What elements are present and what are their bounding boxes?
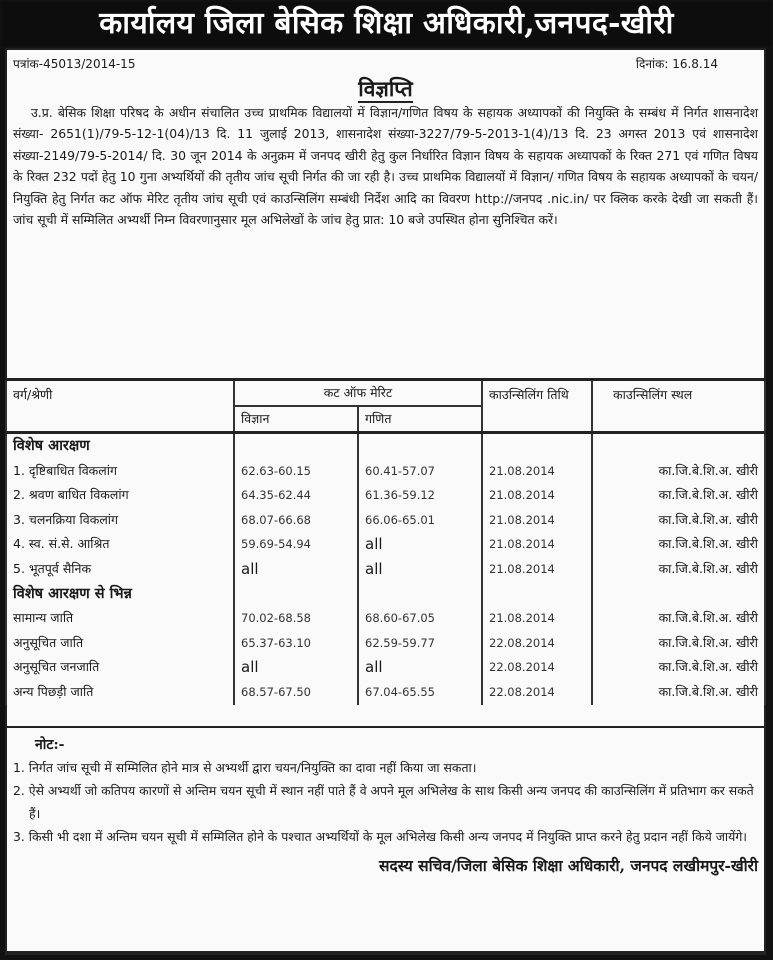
cutoff-table: [5, 378, 766, 705]
science-cutoff-cell: 68.07-66.68: [234, 508, 358, 533]
counselling-date-cell: 21.08.2014: [482, 532, 592, 557]
empty-cell: [592, 582, 765, 607]
note-item: 3. किसी भी दशा में अन्तिम चयन सूची में सम्मिलित होने के पश्चात अभ्यर्थियों के मूल अभिलेख किसी अन्य जनपद में नियुक्ति प्राप्त करने हेतु प्रदान नहीं किये जायेंगे।: [13, 829, 747, 844]
section-row: [6, 582, 765, 607]
table-row: [6, 680, 765, 705]
counselling-place-cell: का.जि.बे.शि.अ. खीरी: [592, 557, 765, 582]
science-cutoff-cell: 65.37-63.10: [234, 631, 358, 656]
category-cell: 1. दृष्टिबाधित विकलांग: [6, 459, 234, 484]
maths-cutoff-cell: 66.06-65.01: [358, 508, 482, 533]
section-title: विशेष आरक्षण: [6, 433, 234, 459]
counselling-date-cell: 21.08.2014: [482, 508, 592, 533]
header-cutoff: कट ऑफ मेरिट: [234, 380, 482, 407]
empty-cell: [592, 433, 765, 459]
table-row: [6, 557, 765, 582]
counselling-date-cell: 22.08.2014: [482, 631, 592, 656]
counselling-date-cell: 21.08.2014: [482, 483, 592, 508]
maths-cutoff-cell: all: [358, 655, 482, 680]
table-row: [6, 508, 765, 533]
empty-cell: [358, 433, 482, 459]
note-item: 2. ऐसे अभ्यर्थी जो कतिपय कारणों से अन्तिम चयन सूची में स्थान नहीं पाते हैं वे अपने मूल अभिलेख के साथ किसी अन्य जनपद की काउन्सिलिंग में प्रतिभाग कर सकते हैं।: [13, 783, 754, 821]
maths-cutoff-cell: all: [358, 532, 482, 557]
maths-cutoff-cell: all: [358, 557, 482, 582]
office-header: कार्यालय जिला बेसिक शिक्षा अधिकारी,जनपद-खीरी: [2, 2, 771, 46]
note-item: 1. निर्गत जांच सूची में सम्मिलित होने मात्र से अभ्यर्थी द्वारा चयन/नियुक्ति का दावा नहीं किया जा सकता।: [13, 760, 477, 775]
header-counselling-date: काउन्सिलिंग तिथि: [482, 380, 592, 433]
counselling-date-cell: 21.08.2014: [482, 606, 592, 631]
cutoff-table-body: [6, 433, 765, 705]
empty-cell: [482, 582, 592, 607]
science-cutoff-cell: 59.69-54.94: [234, 532, 358, 557]
notes-heading: नोट:-: [35, 737, 65, 753]
counselling-place-cell: का.जि.बे.शि.अ. खीरी: [592, 631, 765, 656]
notice-frame: [5, 48, 766, 953]
maths-cutoff-cell: 68.60-67.05: [358, 606, 482, 631]
notice-title-wrap: [7, 75, 764, 102]
table-row: [6, 606, 765, 631]
maths-cutoff-cell: 67.04-65.55: [358, 680, 482, 705]
table-row: [6, 459, 765, 484]
category-cell: सामान्य जाति: [6, 606, 234, 631]
meta-row: [7, 50, 764, 75]
counselling-date-cell: 21.08.2014: [482, 557, 592, 582]
counselling-place-cell: का.जि.बे.शि.अ. खीरी: [592, 483, 765, 508]
science-cutoff-cell: all: [234, 557, 358, 582]
science-cutoff-cell: 62.63-60.15: [234, 459, 358, 484]
notes-section: [5, 726, 766, 955]
category-cell: अनुसूचित जनजाति: [6, 655, 234, 680]
empty-cell: [234, 433, 358, 459]
science-cutoff-cell: 70.02-68.58: [234, 606, 358, 631]
counselling-place-cell: का.जि.बे.शि.अ. खीरी: [592, 606, 765, 631]
counselling-place-cell: का.जि.बे.शि.अ. खीरी: [592, 508, 765, 533]
counselling-date-cell: 22.08.2014: [482, 680, 592, 705]
category-cell: 5. भूतपूर्व सैनिक: [6, 557, 234, 582]
maths-cutoff-cell: 60.41-57.07: [358, 459, 482, 484]
header-maths: गणित: [358, 406, 482, 433]
notice-date: दिनांक: 16.8.14: [635, 57, 718, 71]
table-row: [6, 631, 765, 656]
intro-paragraph: उ.प्र. बेसिक शिक्षा परिषद के अधीन संचालित उच्च प्राथमिक विद्यालयों में विज्ञान/गणित विषय के सहायक अध्यापकों की नियुक्ति के सम्बंध में निर्गत शासनादेश संख्या- 2651(1)/79-5-12-1(04)/13 दि. 11 जुलाई 2013, शासनादेश संख्या-3227/79-5-2013-1(4)/13 दि. 23 अगस्त 2013 एवं शासनादेश संख्या-2149/79-5-2014/ दि. 30 जून 2014 के अनुक्रम में जनपद खीरी हेतु कुल निर्धारित विज्ञान विषय के सहायक अध्यापकों के रिक्त 271 एवं गणित विषय के रिक्त 232 पदों हेतु 10 गुना अभ्यर्थियों की तृतीय जांच सूची निर्गत की जा रही है। उच्च प्राथमिक विद्यालयों में विज्ञान/ गणित विषय के सहायक अध्यापकों के चयन/ नियुक्ति हेतु निर्गत कट ऑफ मेरिट तृतीय जांच सूची एवं काउन्सिलिंग सम्बंधी निर्देश आदि का विवरण http://जनपद .nic.in/ पर क्लिक करके देखी जा सकती हैं। जांच सूची में सम्मिलित अभ्यर्थी निम्न विवरणानुसार मूल अभिलेखों के जांच हेतु प्रात: 10 बजे उपस्थित होना सुनिश्चित करें।: [13, 105, 758, 228]
science-cutoff-cell: 64.35-62.44: [234, 483, 358, 508]
counselling-date-cell: 22.08.2014: [482, 655, 592, 680]
category-cell: अन्य पिछड़ी जाति: [6, 680, 234, 705]
empty-cell: [234, 582, 358, 607]
maths-cutoff-cell: 62.59-59.77: [358, 631, 482, 656]
counselling-date-cell: 21.08.2014: [482, 459, 592, 484]
empty-cell: [482, 433, 592, 459]
maths-cutoff-cell: 61.36-59.12: [358, 483, 482, 508]
table-row: [6, 655, 765, 680]
science-cutoff-cell: all: [234, 655, 358, 680]
section-title: विशेष आरक्षण से भिन्न: [6, 582, 234, 607]
header-science: विज्ञान: [234, 406, 358, 433]
signature: सदस्य सचिव/जिला बेसिक शिक्षा अधिकारी, जनपद लखीमपुर-खीरी: [379, 856, 758, 875]
section-row: [6, 433, 765, 459]
science-cutoff-cell: 68.57-67.50: [234, 680, 358, 705]
category-cell: 2. श्रवण बाधित विकलांग: [6, 483, 234, 508]
counselling-place-cell: का.जि.बे.शि.अ. खीरी: [592, 680, 765, 705]
table-row: [6, 483, 765, 508]
header-category: वर्ग/श्रेणी: [6, 380, 234, 433]
notice-title: विज्ञप्ति: [358, 76, 413, 101]
category-cell: 4. स्व. सं.से. आश्रित: [6, 532, 234, 557]
category-cell: 3. चलनक्रिया विकलांग: [6, 508, 234, 533]
empty-cell: [358, 582, 482, 607]
counselling-place-cell: का.जि.बे.शि.अ. खीरी: [592, 655, 765, 680]
table-row: [6, 532, 765, 557]
category-cell: अनुसूचित जाति: [6, 631, 234, 656]
header-counselling-place: काउन्सिलिंग स्थल: [592, 380, 765, 433]
reference-number: पत्रांक-45013/2014-15: [13, 57, 136, 71]
counselling-place-cell: का.जि.बे.शि.अ. खीरी: [592, 532, 765, 557]
counselling-place-cell: का.जि.बे.शि.अ. खीरी: [592, 459, 765, 484]
